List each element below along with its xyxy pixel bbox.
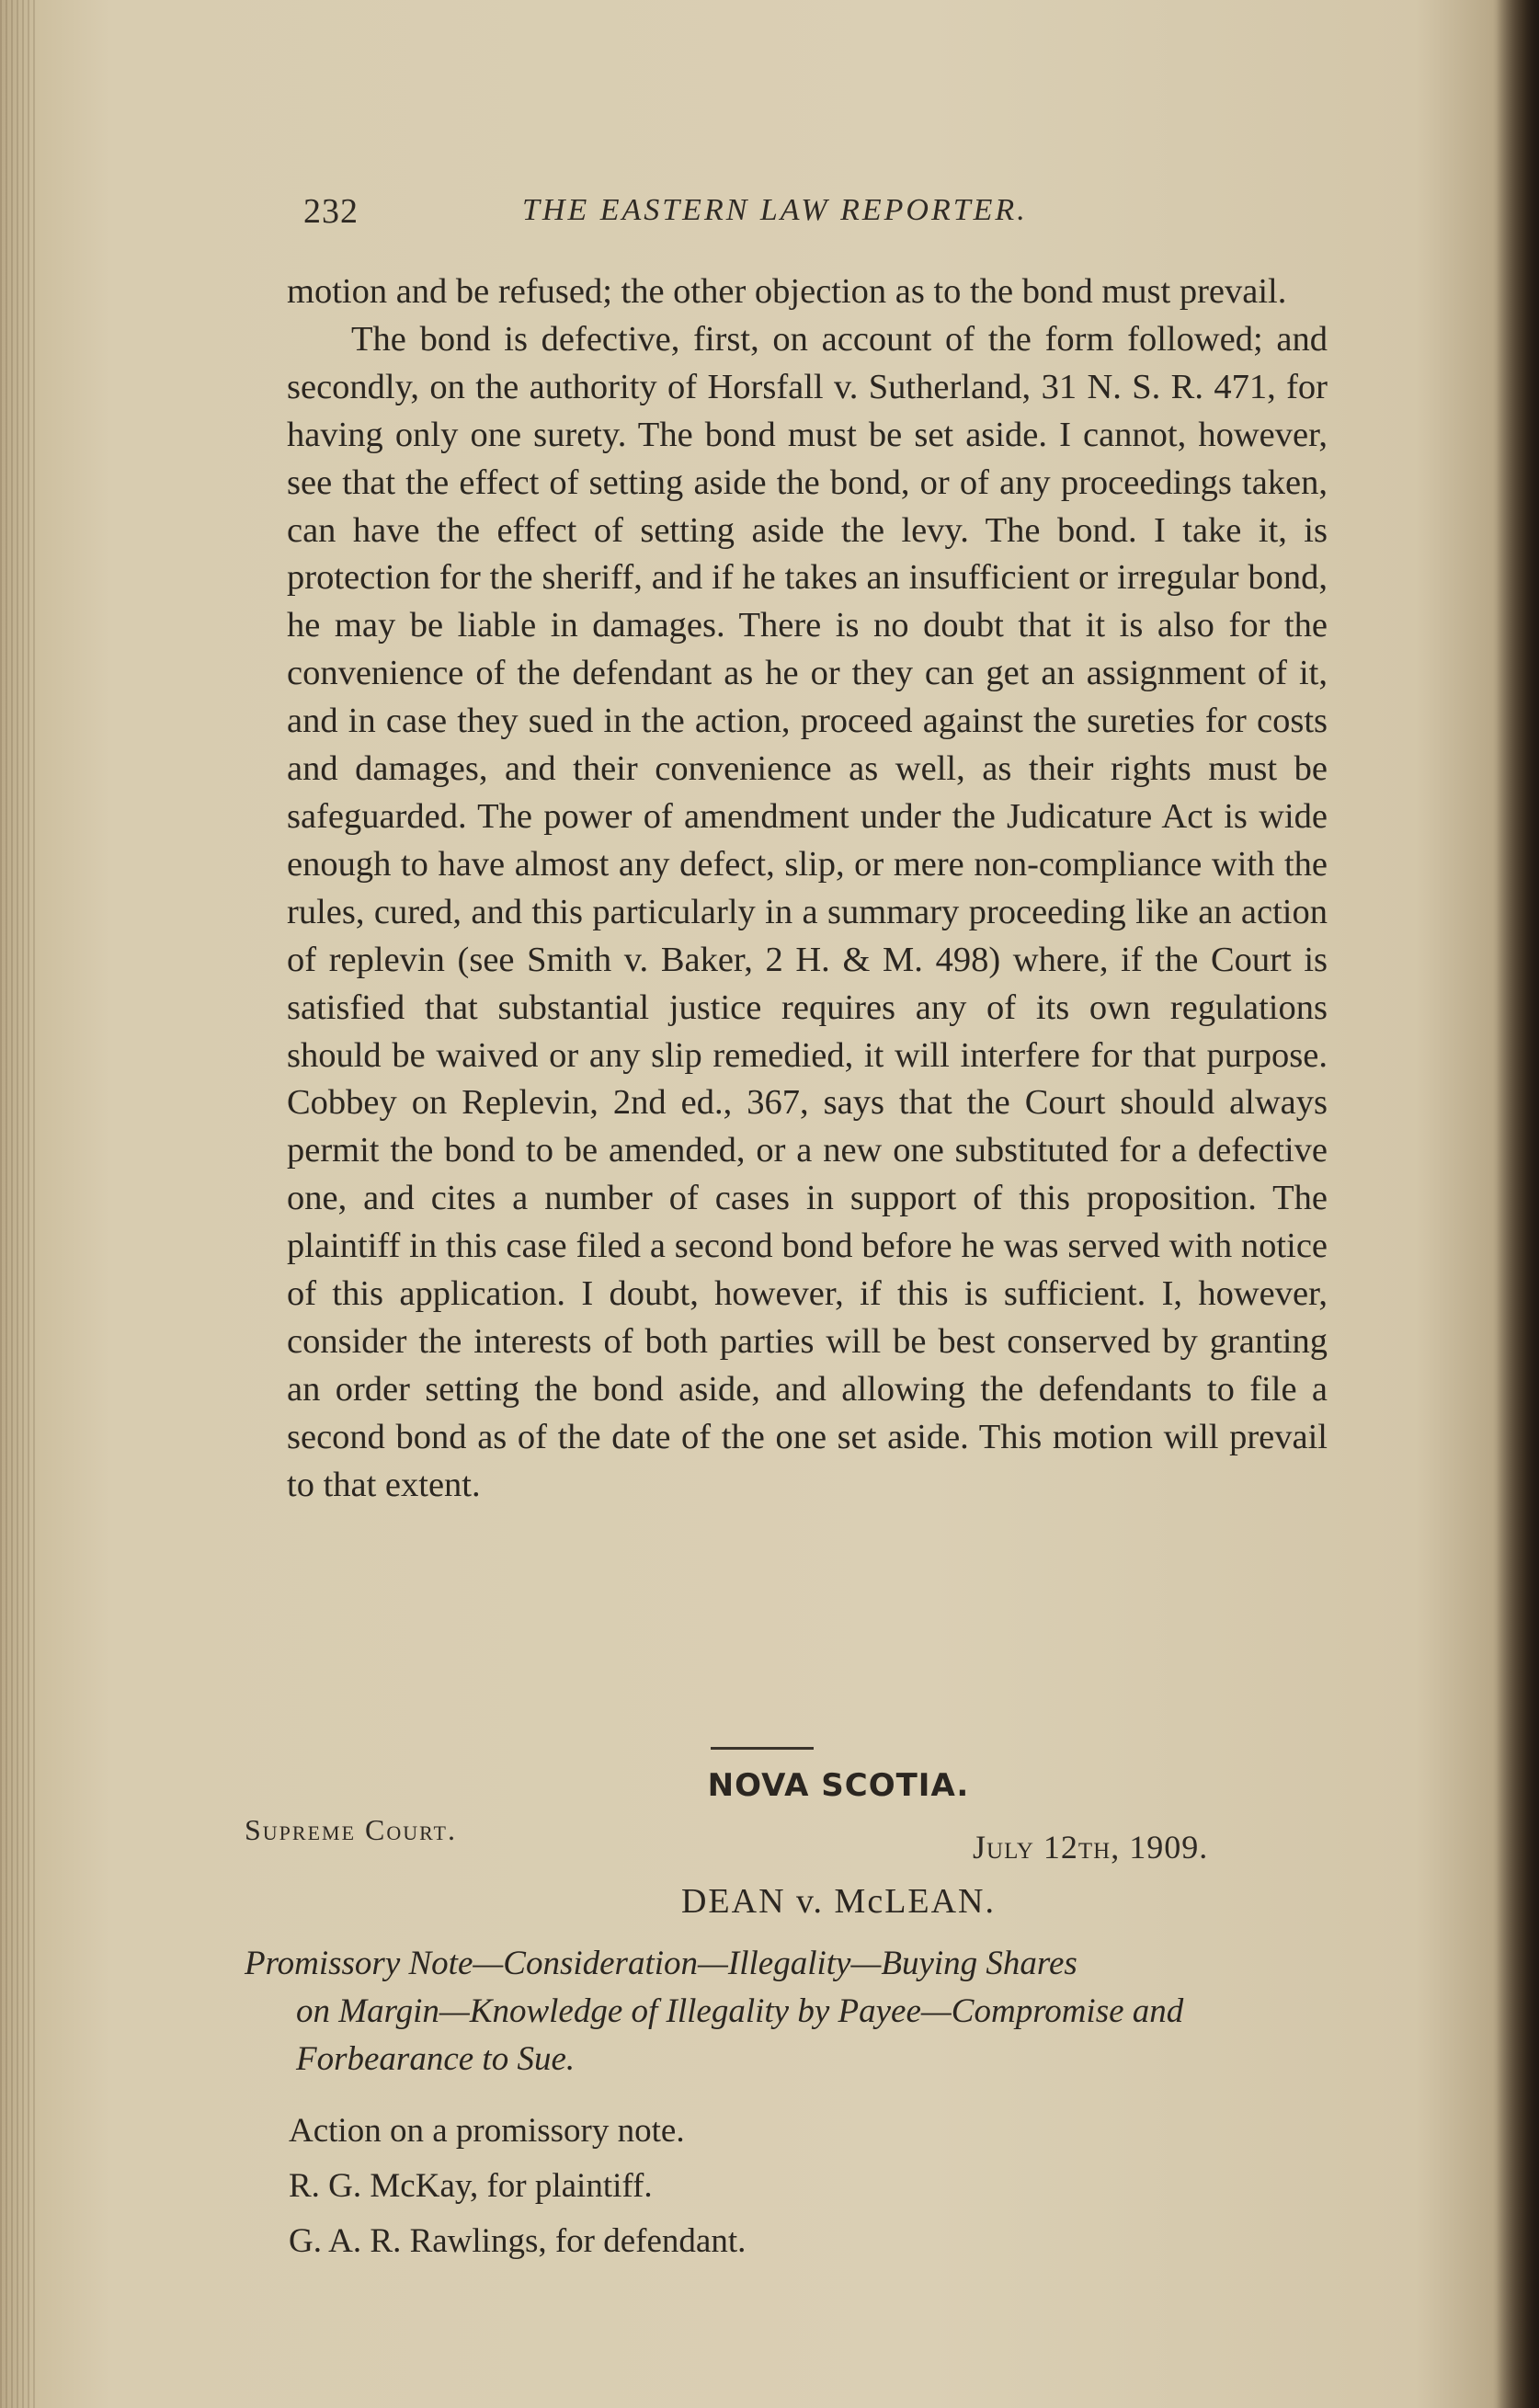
binding-gutter (0, 0, 37, 2408)
section-divider (711, 1747, 814, 1750)
counsel-defendant: G. A. R. Rawlings, for defendant. (289, 2222, 747, 2260)
section-title: NOVA SCOTIA. (707, 1767, 970, 1804)
page-number: 232 (303, 192, 359, 231)
headnote (245, 1940, 1293, 2083)
paragraph-continuation: motion and be refused; the other objection as to the bond must prevail. (287, 272, 1287, 311)
running-header (303, 191, 1315, 237)
headnote-line: Promissory Note—Consideration—Illegality—Buying Shares (245, 1945, 1077, 1982)
action-description: Action on a promissory note. (289, 2112, 685, 2150)
case-name: DEAN v. McLEAN. (680, 1882, 997, 1921)
paragraph-main: The bond is defective, first, on account of the form followed; and secondly, on the authority of Horsfall v. Sutherland, 31 N. S. R. 471, for having only one surety. The bond must be set aside. I cannot, however, see that the effect of setting aside the bond, or of any proceedings taken, can have the effect of setting aside the levy. The bond. I take it, is protection for the sheriff, and if he takes an insufficient or irregular bond, he may be liable in damages. There is no doubt that it is also for the convenience of the defendant as he or they can get an assignment of it, and in case they sued in the action, proceed against the sureties for costs and damages, and their convenience as well, as their rights must be safeguarded. The power of amendment under the Judicature Act is wide enough to have almost any defect, slip, or mere non-compliance with the rules, cured, and this particularly in a summary proceeding like an action of replevin (see Smith v. Baker, 2 H. & M. 498) where, if the Court is satisfied that substantial justice requires any of its own regulations should be waived or any slip remedied, it will interfere for that purpose. Cobbey on Replevin, 2nd ed., 367, says that the Court should always permit the bond to be amended, or a new one substituted for a defective one, and cites a number of cases in support of this proposition. The plaintiff in this case filed a second bond before he was served with notice of this application. I doubt, however, if this is sufficient. I, however, consider the interests of both parties will be best conserved by granting an order setting the bond aside, and allowing the defendants to file a second bond as of the date of the one set aside. This motion will prevail to that extent. (287, 319, 1328, 1504)
headnote-line: on Margin—Knowledge of Illegality by Payee—Compromise and Forbearance to Sue. (296, 1992, 1184, 2078)
decision-date: July 12th, 1909. (973, 1829, 1209, 1866)
court-name: Supreme Court. (245, 1813, 457, 1846)
body-text (287, 268, 1328, 1510)
counsel-plaintiff: R. G. McKay, for plaintiff. (289, 2167, 653, 2205)
page-edge-shadow (1497, 0, 1539, 2408)
running-title: THE EASTERN LAW REPORTER. (522, 193, 1028, 227)
